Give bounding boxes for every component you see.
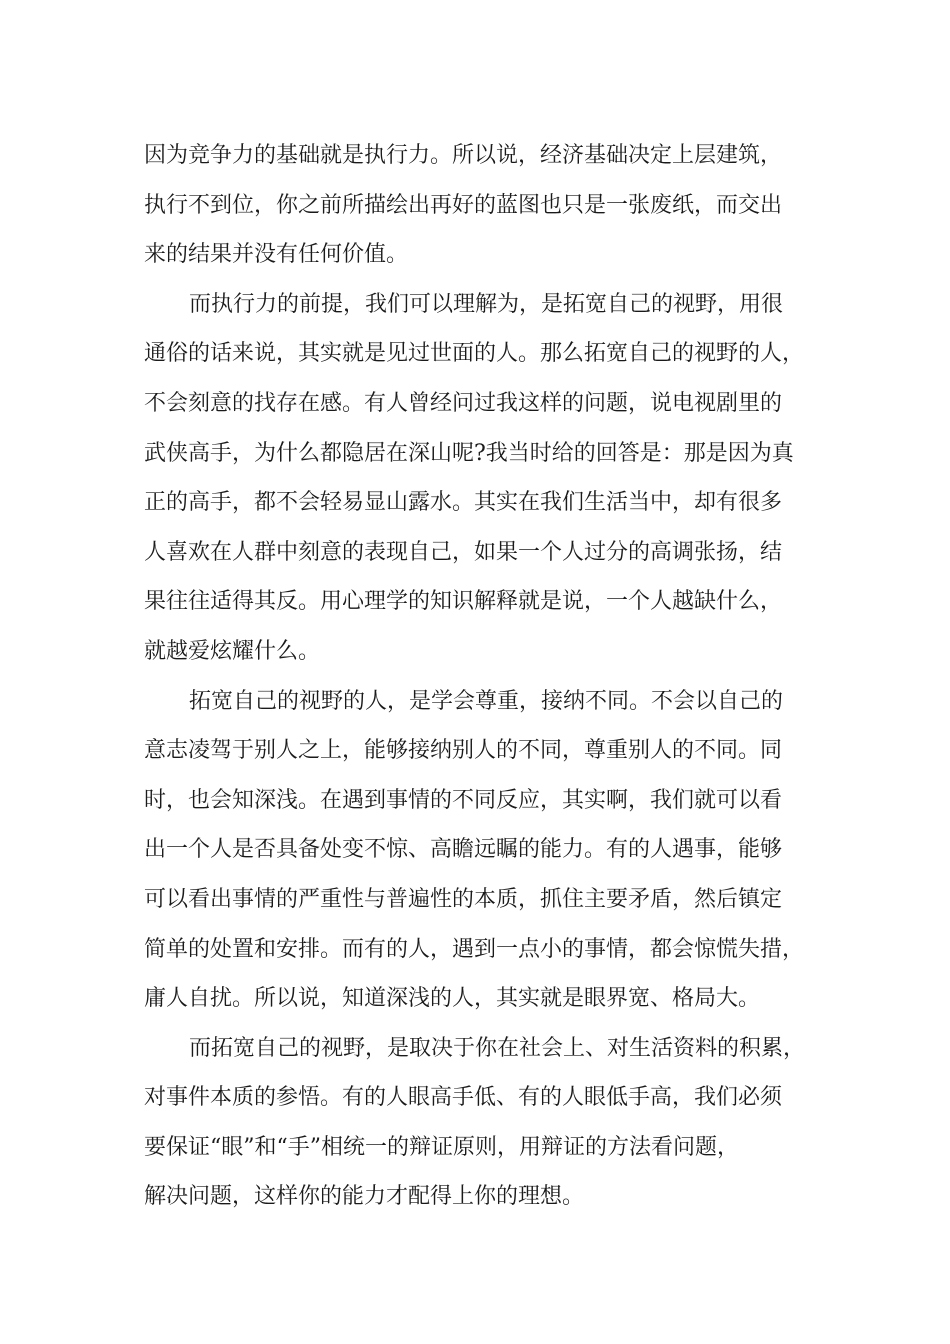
paragraph-2 [144,280,814,677]
text-line: 执行不到位，你之前所描绘出再好的蓝图也只是一张废纸，而交出 [144,192,783,218]
text-line: 而执行力的前提，我们可以理解为，是拓宽自己的视野，用很 [189,291,784,317]
text-line: 通俗的话来说，其实就是见过世面的人。那么拓宽自己的视野的人， [144,341,805,367]
paragraph-1 [144,131,814,280]
text-line: 武侠高手，为什么都隐居在深山呢?我当时给的回答是：那是因为真 [144,440,794,466]
text-line: 意志凌驾于别人之上，能够接纳别人的不同，尊重别人的不同。同 [144,738,783,764]
paragraph-3 [144,677,814,1024]
text-line: 因为竞争力的基础就是执行力。所以说，经济基础决定上层建筑， [144,143,783,168]
text-line: 人喜欢在人群中刻意的表现自己，如果一个人过分的高调张扬，结 [144,539,783,565]
text-line: 庸人自扰。所以说，知道深浅的人，其实就是眼界宽、格局大。 [144,986,761,1012]
text-line: 来的结果并没有任何价值。 [144,242,409,268]
text-line: 果往往适得其反。用心理学的知识解释就是说，一个人越缺什么， [144,589,783,615]
text-line: 出一个人是否具备处变不惊、高瞻远瞩的能力。有的人遇事，能够 [144,837,783,863]
text-line: 拓宽自己的视野的人，是学会尊重，接纳不同。不会以自己的 [189,688,784,714]
text-line: 时，也会知深浅。在遇到事情的不同反应，其实啊，我们就可以看 [144,787,783,813]
text-line: 而拓宽自己的视野，是取决于你在社会上、对生活资料的积累， [189,1035,806,1061]
text-line: 不会刻意的找存在感。有人曾经问过我这样的问题，说电视剧里的 [144,390,783,416]
text-line: 对事件本质的参悟。有的人眼高手低、有的人眼低手高，我们必须 [144,1085,783,1111]
text-line: 简单的处置和安排。而有的人，遇到一点小的事情，都会惊慌失措， [144,936,805,962]
text-line: 要保证“眼”和“手”相统一的辩证原则，用辩证的方法看问题， [144,1134,739,1160]
paragraph-4 [144,1024,814,1222]
text-line: 正的高手，都不会轻易显山露水。其实在我们生活当中，却有很多 [144,490,783,516]
text-line: 就越爱炫耀什么。 [144,638,321,664]
text-line: 可以看出事情的严重性与普遍性的本质，抓住主要矛盾，然后镇定 [144,886,783,912]
body-text [144,131,814,1222]
text-line: 解决问题，这样你的能力才配得上你的理想。 [144,1184,585,1210]
